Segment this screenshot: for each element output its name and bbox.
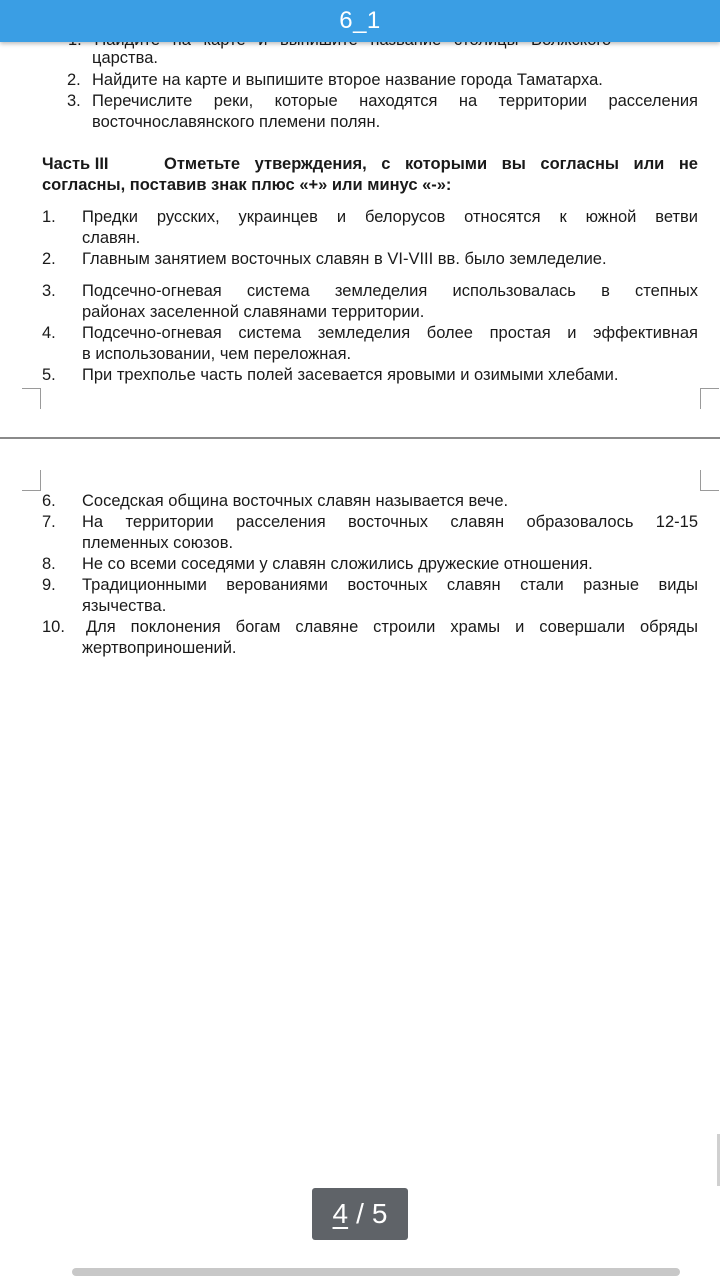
question-3-number: 3.: [67, 92, 81, 110]
item-number: 5.: [42, 366, 56, 384]
item-number: 3.: [42, 282, 56, 300]
horizontal-scrollbar[interactable]: [72, 1268, 680, 1276]
item-number: 6.: [42, 492, 56, 510]
current-page-number: 4: [332, 1198, 349, 1229]
part-3-heading-a: Отметьте утверждения, с которыми вы согласны или не: [164, 155, 698, 173]
page-corner-mark: [22, 470, 41, 491]
item-line: славян.: [82, 229, 141, 247]
page-corner-mark: [22, 388, 41, 409]
page-separator: /: [356, 1198, 364, 1229]
item-number: 2.: [42, 250, 56, 268]
item-line: Не со всеми соседями у славян сложились дружеские отношения.: [82, 555, 593, 573]
item-line: При трехполье часть полей засевается яровыми и озимыми хлебами.: [82, 366, 619, 384]
document-title: 6_1: [339, 7, 381, 34]
item-number: 10.: [42, 618, 65, 636]
page-indicator[interactable]: [312, 1188, 408, 1240]
total-pages: 5: [371, 1198, 388, 1229]
question-3-line-a: Перечислите реки, которые находятся на территории расселения: [92, 92, 698, 110]
item-line: На территории расселения восточных славян образовалось 12-15: [82, 513, 698, 531]
top-app-bar: [0, 0, 720, 42]
part-3-label: Часть III: [42, 155, 109, 173]
question-3-line-b: восточнославянского племени полян.: [92, 113, 381, 131]
item-line: жертвоприношений.: [82, 639, 237, 657]
item-line: Главным занятием восточных славян в VI-VIII вв. было земледелие.: [82, 250, 607, 268]
question-1-continuation: царства.: [92, 49, 158, 67]
item-number: 7.: [42, 513, 56, 531]
page-corner-mark: [700, 470, 719, 491]
item-line: районах заселенной славянами территории.: [82, 303, 425, 321]
question-2-text: Найдите на карте и выпишите второе название города Таматарха.: [92, 71, 603, 89]
item-number: 4.: [42, 324, 56, 342]
page-break-divider: [0, 437, 720, 439]
item-line: язычества.: [82, 597, 167, 615]
page-corner-mark: [700, 388, 719, 409]
part-3-heading-b: согласны, поставив знак плюс «+» или минус «-»:: [42, 176, 452, 194]
item-line: Подсечно-огневая система земледелия использовалась в степных: [82, 282, 698, 300]
item-number: 9.: [42, 576, 56, 594]
item-number: 8.: [42, 555, 56, 573]
item-number: 1.: [42, 208, 56, 226]
item-line: Традиционными верованиями восточных славян стали разные виды: [82, 576, 698, 594]
item-line: племенных союзов.: [82, 534, 234, 552]
question-2-number: 2.: [67, 71, 81, 89]
item-line: Для поклонения богам славяне строили храмы и совершали обряды: [86, 618, 698, 636]
item-line: в использовании, чем переложная.: [82, 345, 352, 363]
item-line: Подсечно-огневая система земледелия более простая и эффективная: [82, 324, 698, 342]
item-line: Предки русских, украинцев и белорусов относятся к южной ветви: [82, 208, 698, 226]
item-line: Соседская община восточных славян называется вече.: [82, 492, 509, 510]
